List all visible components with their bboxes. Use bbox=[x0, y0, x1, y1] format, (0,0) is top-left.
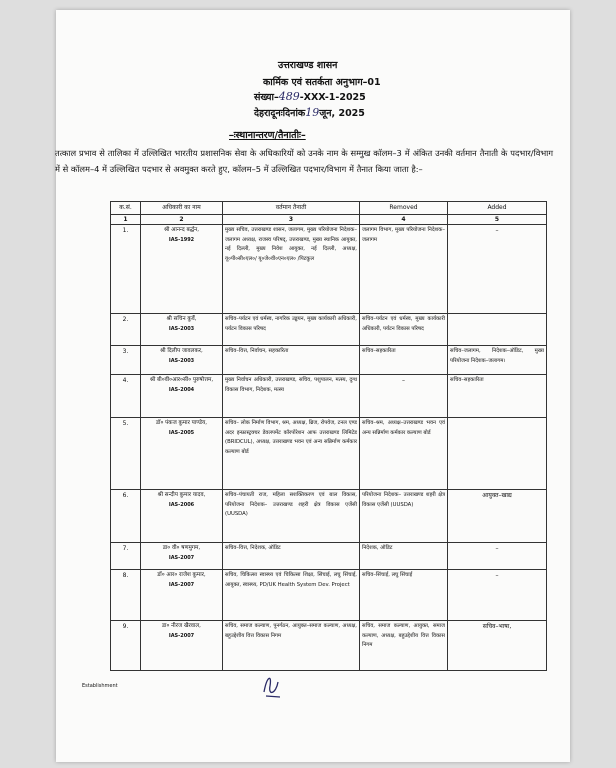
removed-cell: परियोजना निदेशक– उत्तराखण्ड शहरी क्षेत्र विकास एजेंसी (UUSDA) bbox=[360, 490, 448, 543]
current-posting-cell: सचिव–पंचायती राज, महिला सशक्तिकरण एवं बाल विकास, परियोजना निदेशक– उत्तराखण्ड शहरी क्षेत्र विकास एजेंसी (UUSDA) bbox=[223, 490, 360, 543]
serial-cell: 8. bbox=[111, 570, 141, 621]
table-row bbox=[111, 621, 547, 671]
added-cell: आयुक्त–खाद्य bbox=[448, 490, 547, 543]
table-row bbox=[111, 314, 547, 346]
serial-cell: 5. bbox=[111, 418, 141, 490]
officer-batch: IAS-2005 bbox=[168, 429, 195, 436]
order-date-suffix: जून, 2025 bbox=[319, 108, 365, 119]
table-row bbox=[111, 225, 547, 314]
order-date bbox=[254, 106, 365, 119]
index-cell: 5 bbox=[448, 214, 547, 225]
officer-cell bbox=[141, 346, 223, 375]
table-row bbox=[111, 490, 547, 543]
officer-cell bbox=[141, 225, 223, 314]
added-cell: – bbox=[448, 543, 547, 570]
serial-cell: 9. bbox=[111, 621, 141, 671]
signature-mark bbox=[258, 670, 284, 700]
footer-establishment: Establishment bbox=[82, 683, 118, 689]
officer-batch: IAS-2003 bbox=[168, 357, 195, 364]
current-posting-cell: सचिव–पर्यटन एवं धर्मस्व, नागरिक उड्डयन, मुख्य कार्यकारी अधिकारी, पर्यटन विकास परिषद bbox=[223, 314, 360, 346]
officer-name: श्री बी०वी०आर०सी० पुरुषोत्तम, bbox=[149, 377, 214, 383]
officer-cell bbox=[141, 570, 223, 621]
added-cell: सचिव–जलागम, निदेशक–ऑडिट, मुख्य परियोजना निदेशक–जलागम। bbox=[448, 346, 547, 375]
header-serial: क.सं. bbox=[111, 202, 141, 215]
removed-cell: सचिव–पर्यटन एवं धर्मस्व, मुख्य कार्यकारी अधिकारी, पर्यटन विकास परिषद bbox=[360, 314, 448, 346]
table-row bbox=[111, 543, 547, 570]
subject: –ःस्थानान्तरण/तैनातीः– bbox=[229, 130, 306, 141]
officer-cell bbox=[141, 418, 223, 490]
index-cell: 2 bbox=[141, 214, 223, 225]
added-cell: – bbox=[448, 225, 547, 314]
header-current-posting: वर्तमान तैनाती bbox=[223, 202, 360, 215]
order-date-handwritten: 19 bbox=[305, 106, 320, 119]
officer-batch: IAS-2007 bbox=[168, 581, 195, 588]
header-added: Added bbox=[448, 202, 547, 215]
added-cell bbox=[448, 418, 547, 490]
removed-cell: सचिव–श्रम, अध्यक्ष–उत्तराखण्ड भवन एवं अन्य सन्निर्माण कर्मकार कल्याण बोर्ड bbox=[360, 418, 448, 490]
table-row bbox=[111, 346, 547, 375]
officer-name: श्री दिलीप जावलकर, bbox=[160, 348, 203, 354]
added-cell: सचिव–सहकारिता bbox=[448, 375, 547, 418]
order-number-suffix: -XXX-1-2025 bbox=[299, 92, 366, 103]
officer-name: श्री आनन्द बर्द्धन, bbox=[163, 227, 200, 233]
serial-cell: 6. bbox=[111, 490, 141, 543]
current-posting-cell: सचिव, चिकित्सा स्वास्थ्य एवं चिकित्सा शिक्षा, सिंचाई, लघु सिंचाई, आयुक्त, स्वास्थ्य, PD/UK Health System Dev. Project bbox=[223, 570, 360, 621]
current-posting-cell: सचिव, समाज कल्याण, पुनर्गठन, आयुक्त–समाज कल्याण, अध्यक्ष, बहुउद्देशीय वित्त विकास निगम bbox=[223, 621, 360, 671]
removed-cell: – bbox=[360, 375, 448, 418]
index-cell: 1 bbox=[111, 214, 141, 225]
added-cell bbox=[448, 314, 547, 346]
removed-cell: जलागम विभाग, मुख्य परियोजना निदेशक–जलागम bbox=[360, 225, 448, 314]
removed-cell: निदेशक, ऑडिट bbox=[360, 543, 448, 570]
officer-name: डॉ० आर० राजेश कुमार, bbox=[157, 572, 206, 578]
officer-cell bbox=[141, 314, 223, 346]
removed-cell: सचिव–सिंचाई, लघु सिंचाई bbox=[360, 570, 448, 621]
header-line-1: उत्तराखण्ड शासन bbox=[278, 60, 338, 71]
officer-batch: IAS-1992 bbox=[168, 236, 195, 243]
officer-batch: IAS-2003 bbox=[168, 325, 195, 332]
table-row bbox=[111, 418, 547, 490]
officer-batch: IAS-2006 bbox=[168, 501, 195, 508]
added-cell: सचिव–भाषा, bbox=[448, 621, 547, 671]
table-row bbox=[111, 375, 547, 418]
index-cell: 4 bbox=[360, 214, 448, 225]
serial-cell: 3. bbox=[111, 346, 141, 375]
removed-cell: सचिव, समाज कल्याण, आयुक्त, समाज कल्याण, अध्यक्ष, बहुउद्देशीय वित्त विकास निगम bbox=[360, 621, 448, 671]
added-cell: – bbox=[448, 570, 547, 621]
serial-cell: 7. bbox=[111, 543, 141, 570]
officer-name: श्री सचिन कुर्वे, bbox=[166, 316, 197, 322]
table-index-row bbox=[111, 214, 547, 225]
officer-name: श्री सन्दीप कुमार यादव, bbox=[157, 492, 206, 498]
officer-cell bbox=[141, 621, 223, 671]
current-posting-cell: सचिव– लोक निर्माण विभाग, श्रम, अध्यक्ष, ब्रिज, रोपवेज, टनल एण्ड अदर इन्फ्रास्ट्रक्चर डेवलपमेंट कॉरपोरेशन आफ उत्तराखण्ड लिमिटेड (BRIDCUL), अध्यक्ष, उत्तराखण्ड भवन एवं अन्य सन्निर्माण कर्मकार कल्याण बोर्ड bbox=[223, 418, 360, 490]
officer-batch: IAS-2004 bbox=[168, 386, 195, 393]
officer-name: डा० नीरज खैरवाल, bbox=[162, 623, 201, 629]
table-header-row bbox=[111, 202, 547, 215]
table-row bbox=[111, 570, 547, 621]
officer-batch: IAS-2007 bbox=[168, 632, 195, 639]
serial-cell: 2. bbox=[111, 314, 141, 346]
officer-cell bbox=[141, 543, 223, 570]
order-date-prefix: देहरादूनःदिनांक bbox=[254, 108, 306, 119]
current-posting-cell: मुख्य सचिव, उत्तराखण्ड शासन, जलागम, मुख्य परियोजना निदेशक–जलागम अध्यक्ष, राजस्व परिषद्, उत्तराखण्ड, मुख्य स्थानिक आयुक्त, नई दिल्ली, मुख्य निवेश आयुक्त, नई दिल्ली, अध्यक्ष, यू०पी०सी०एल०/ यू०जे०वी०एन०एल० /पिटकुल bbox=[223, 225, 360, 314]
serial-cell: 4. bbox=[111, 375, 141, 418]
officer-name: डा० वी० षणमुगम, bbox=[162, 545, 201, 551]
header-line-2: कार्मिक एवं सतर्कता अनुभाग–01 bbox=[263, 77, 381, 88]
serial-cell: 1. bbox=[111, 225, 141, 314]
officer-name: डॉ० पंकज कुमार पाण्डेय, bbox=[156, 420, 207, 426]
order-number-prefix: संख्या– bbox=[254, 92, 279, 103]
order-number bbox=[254, 90, 366, 103]
officer-batch: IAS-2007 bbox=[168, 554, 195, 561]
transfer-table bbox=[110, 201, 547, 671]
header-officer-name: अधिकारी का नाम bbox=[141, 202, 223, 215]
removed-cell: सचिव–सहकारिता bbox=[360, 346, 448, 375]
current-posting-cell: सचिव–वित्त, निदेशक, ऑडिट bbox=[223, 543, 360, 570]
current-posting-cell: मुख्य निर्वाचन अधिकारी, उत्तराखण्ड, सचिव, पशुपालन, मत्स्य, दुग्ध विकास विभाग, निदेशक, मत्स्य bbox=[223, 375, 360, 418]
current-posting-cell: सचिव–वित्त, निर्वाचन, सहकारिता bbox=[223, 346, 360, 375]
order-paragraph: तत्काल प्रभाव से तालिका में उल्लिखित भारतीय प्रशासनिक सेवा के अधिकारियों को उनके नाम के सम्मुख कॉलम–3 में अंकित उनकी वर्तमान तैनाती के पदभार/विभाग में से कॉलम–4 में उल्लिखित पदभार से अवमुक्त करते हुए, कॉलम–5 में उल्लिखित पदभार/विभाग में तैनात किया जाता है:– bbox=[55, 148, 553, 174]
header-removed: Removed bbox=[360, 202, 448, 215]
officer-cell bbox=[141, 375, 223, 418]
order-number-handwritten: 489 bbox=[278, 90, 300, 103]
index-cell: 3 bbox=[223, 214, 360, 225]
officer-cell bbox=[141, 490, 223, 543]
